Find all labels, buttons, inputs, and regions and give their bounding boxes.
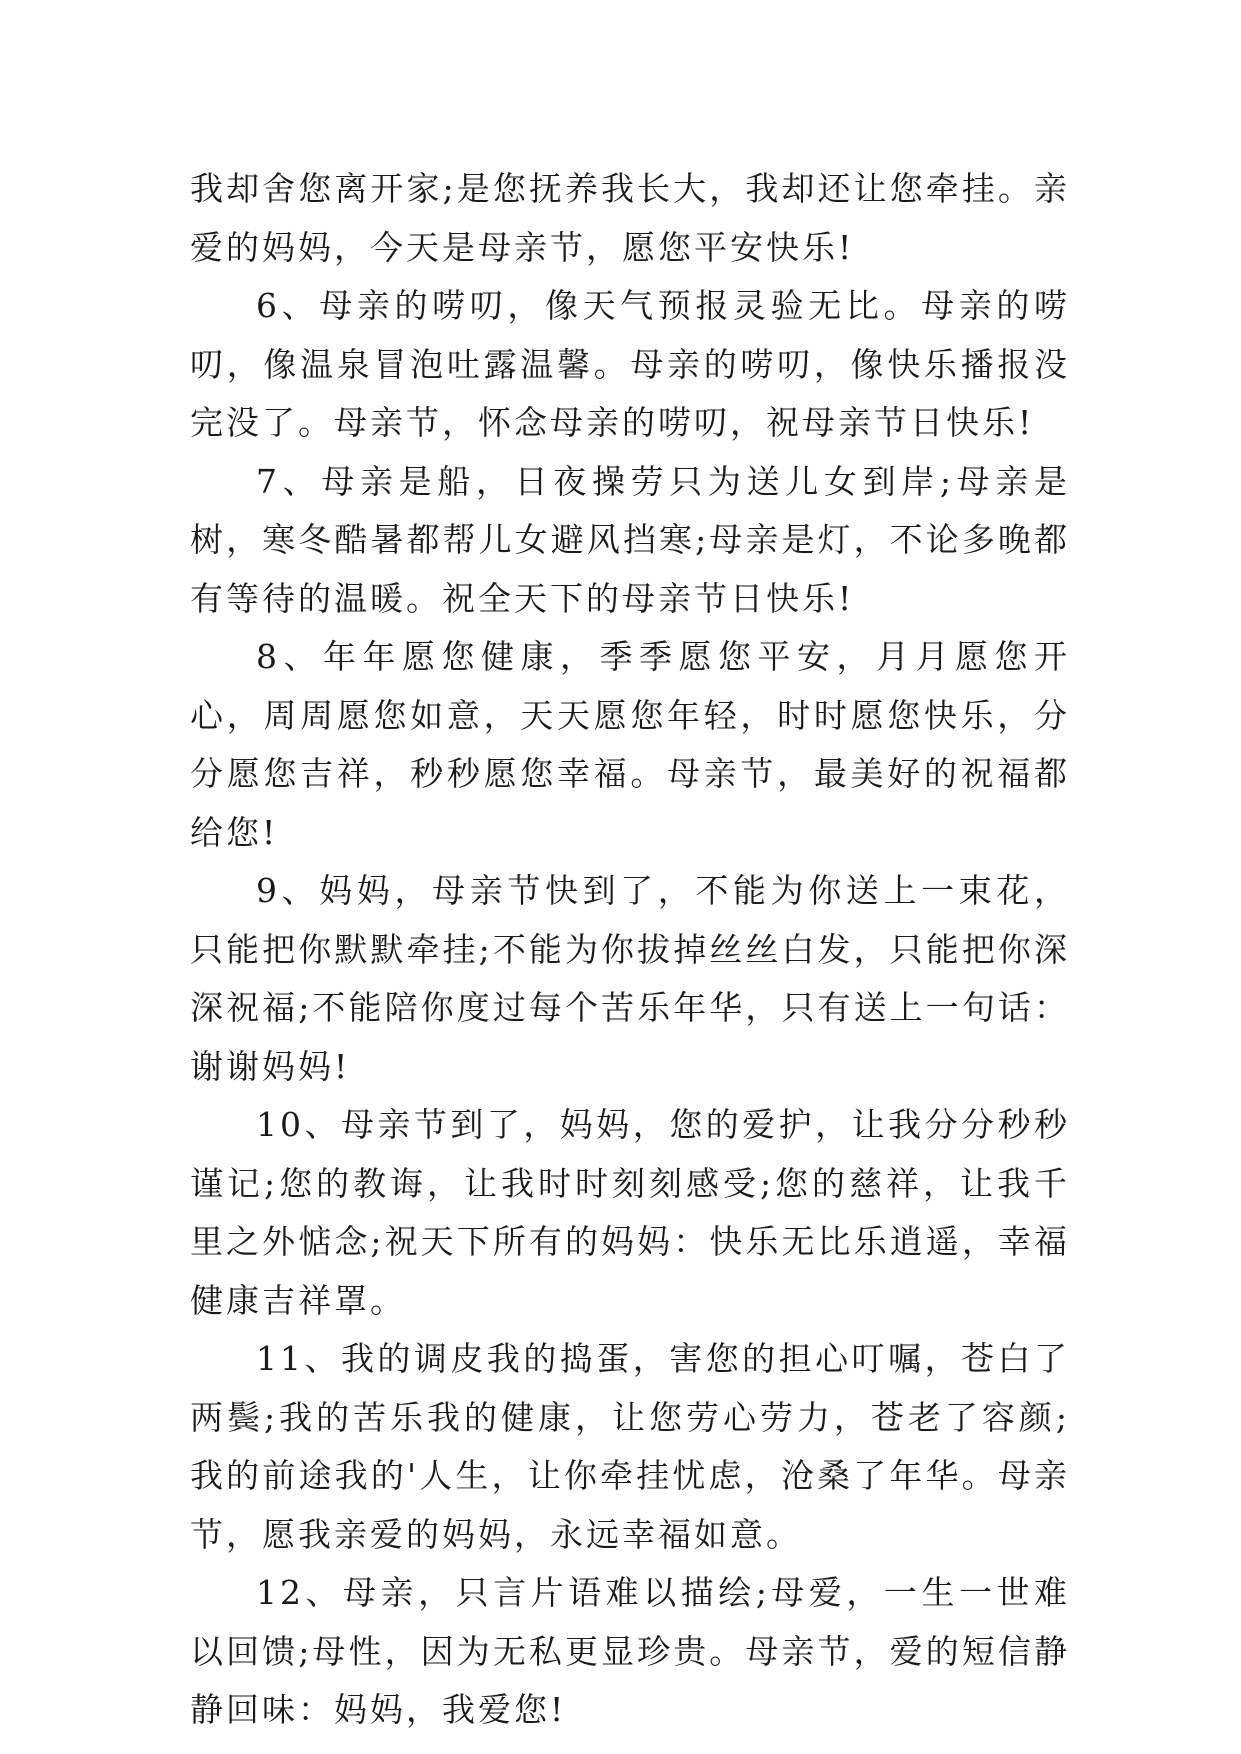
paragraph-11: 11、我的调皮我的捣蛋，害您的担心叮嘱，苍白了两鬓;我的苦乐我的健康，让您劳心劳力，苍老了容颜;我的前途我的'人生，让你牵挂忧虑，沧桑了年华。母亲节，愿我亲爱的妈妈，永远幸福如意。 (190, 1339, 1070, 1554)
paragraph-9: 9、妈妈，母亲节快到了，不能为你送上一束花，只能把你默默牵挂;不能为你拔掉丝丝白发，只能把你深深祝福;不能陪你度过每个苦乐年华，只有送上一句话：谢谢妈妈! (190, 871, 1070, 1086)
paragraph-continuation: 我却舍您离开家;是您抚养我长大，我却还让您牵挂。亲爱的妈妈，今天是母亲节，愿您平安快乐! (190, 169, 1070, 267)
paragraph-10: 10、母亲节到了，妈妈，您的爱护，让我分分秒秒谨记;您的教诲，让我时时刻刻感受;您的慈祥，让我千里之外惦念;祝天下所有的妈妈：快乐无比乐逍遥，幸福健康吉祥罩。 (190, 1105, 1070, 1320)
paragraph-6: 6、母亲的唠叨，像天气预报灵验无比。母亲的唠叨，像温泉冒泡吐露温馨。母亲的唠叨，像快乐播报没完没了。母亲节，怀念母亲的唠叨，祝母亲节日快乐! (190, 286, 1070, 442)
paragraph-8: 8、年年愿您健康，季季愿您平安，月月愿您开心，周周愿您如意，天天愿您年轻，时时愿您快乐，分分愿您吉祥，秒秒愿您幸福。母亲节，最美好的祝福都给您! (190, 637, 1070, 852)
document-body (190, 160, 1070, 1740)
paragraph-12: 12、母亲，只言片语难以描绘;母爱，一生一世难以回馈;母性，因为无私更显珍贵。母亲节，爱的短信静静回味：妈妈，我爱您! (190, 1573, 1070, 1729)
paragraph-7: 7、母亲是船，日夜操劳只为送儿女到岸;母亲是树，寒冬酷暑都帮儿女避风挡寒;母亲是灯，不论多晚都有等待的温暖。祝全天下的母亲节日快乐! (190, 461, 1070, 618)
